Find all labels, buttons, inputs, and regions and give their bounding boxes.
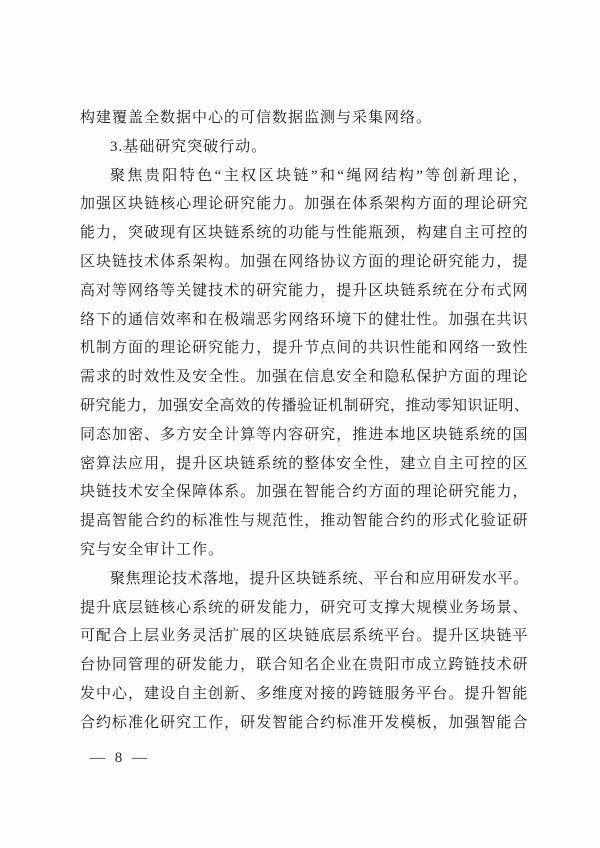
text-line: 可配合上层业务灵活扩展的区块链底层系统平台。提升区块链平 xyxy=(80,628,528,645)
text-line: 提升底层链核心系统的研发能力，研究可支撑大规模业务场景、 xyxy=(80,599,528,616)
page-number: — 8 — xyxy=(90,750,150,766)
text-line: 研究能力，加强安全高效的传播验证机制研究，推动零知识证明、 xyxy=(80,397,530,414)
text-line: 聚焦贵阳特色“主权区块链”和“绳网结构”等创新理论， xyxy=(110,167,528,184)
text-line: 究与安全审计工作。 xyxy=(80,541,225,558)
text-line: 合约标准化研究工作，研发智能合约标准开发模板，加强智能合 xyxy=(80,714,528,731)
text-line: 块链技术安全保障体系。加强在智能合约方面的理论研究能力， xyxy=(80,484,528,501)
text-line: 需求的时效性及安全性。加强在信息安全和隐私保护方面的理论 xyxy=(80,369,528,386)
text-line: 加强区块链核心理论研究能力。加强在体系架构方面的理论研究 xyxy=(80,196,528,213)
text-line: 密算法应用，提升区块链系统的整体安全性，建立自主可控的区 xyxy=(80,455,528,472)
text-line: 台协同管理的研发能力，联合知名企业在贵阳市成立跨链技术研 xyxy=(80,657,528,674)
text-line: 聚焦理论技术落地，提升区块链系统、平台和应用研发水平。 xyxy=(110,570,529,587)
text-line: 同态加密、多方安全计算等内容研究，推进本地区块链系统的国 xyxy=(80,426,528,443)
text-line: 提高智能合约的标准性与规范性，推动智能合约的形式化验证研 xyxy=(80,513,528,530)
text-line: 区块链技术体系架构。加强在网络协议方面的理论研究能力，提 xyxy=(80,253,528,270)
text-line: 机制方面的理论研究能力，提升节点间的共识性能和网络一致性 xyxy=(80,340,528,357)
text-line: 构建覆盖全数据中心的可信数据监测与采集网络。 xyxy=(80,110,433,126)
document-body xyxy=(80,104,528,738)
text-line: 能力，突破现有区块链系统的功能与性能瓶颈，构建自主可控的 xyxy=(80,225,528,242)
text-line: 3.基础研究突破行动。 xyxy=(110,138,268,155)
text-line: 络下的通信效率和在极端恶劣网络环境下的健壮性。加强在共识 xyxy=(80,311,528,328)
text-line: 发中心，建设自主创新、多维度对接的跨链服务平台。提升智能 xyxy=(80,685,528,702)
text-line: 高对等网络等关键技术的研究能力，提升区块链系统在分布式网 xyxy=(80,282,528,299)
